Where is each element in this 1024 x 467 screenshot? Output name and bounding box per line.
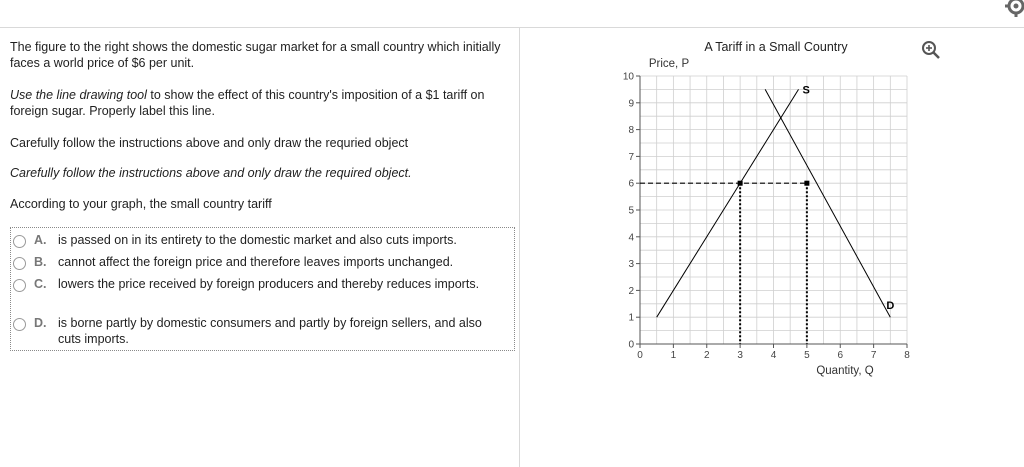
choice-letter: A.	[34, 233, 47, 247]
y-tick-label: 2	[628, 285, 634, 297]
x-axis-label: Quantity, Q	[816, 365, 874, 377]
point-marker	[738, 181, 743, 186]
y-tick-label: 7	[628, 151, 634, 163]
y-tick-label: 9	[628, 98, 634, 110]
answer-choices	[10, 227, 515, 351]
x-tick-label: 6	[837, 350, 844, 361]
demand-label: D	[886, 300, 895, 313]
radio-button[interactable]	[13, 257, 26, 270]
y-tick-label: 8	[628, 125, 634, 137]
line-tool-link[interactable]: Use the line drawing tool	[10, 88, 147, 102]
radio-button[interactable]	[13, 318, 26, 331]
note-misspelled: Carefully follow the instructions above and only draw the requried object	[10, 136, 409, 150]
choice-letter: C.	[34, 277, 47, 291]
question-prompt: According to your graph, the small country tariff	[10, 197, 272, 211]
x-tick-label: 0	[637, 350, 643, 361]
gear-icon[interactable]	[1004, 0, 1024, 18]
choice-c[interactable]	[11, 277, 508, 293]
tariff-chart[interactable]	[600, 30, 920, 390]
y-tick-label: 10	[622, 71, 634, 83]
point-marker	[804, 181, 809, 186]
demand-curve	[765, 89, 890, 317]
choice-b[interactable]	[11, 255, 508, 271]
choice-text: is borne partly by domestic consumers and partly by foreign sellers, and also cuts imports.	[58, 316, 482, 346]
x-tick-label: 8	[904, 350, 910, 361]
y-tick-label: 5	[628, 205, 634, 217]
y-tick-label: 3	[628, 259, 634, 271]
instruction-text: to show the effect of this country's imposition of a $1 tariff on foreign sugar. Properly label this line.	[10, 88, 485, 118]
x-tick-label: 4	[770, 350, 777, 361]
choice-letter: B.	[34, 255, 47, 269]
radio-button[interactable]	[13, 279, 26, 292]
top-separator	[0, 27, 1024, 28]
y-tick-label: 0	[628, 339, 634, 351]
zoom-in-icon[interactable]	[921, 40, 941, 60]
choice-text: cannot affect the foreign price and therefore leaves imports unchanged.	[58, 255, 454, 269]
y-tick-label: 4	[628, 232, 634, 244]
y-tick-label: 1	[628, 312, 634, 324]
supply-label: S	[802, 84, 810, 97]
choice-text: lowers the price received by foreign producers and thereby reduces imports.	[58, 277, 480, 291]
choice-letter: D.	[34, 316, 47, 330]
choice-a[interactable]	[11, 233, 508, 249]
y-axis-label: Price, P	[648, 58, 690, 70]
panel-divider	[519, 28, 520, 467]
radio-button[interactable]	[13, 235, 26, 248]
choice-d[interactable]	[11, 316, 508, 347]
x-tick-label: 1	[670, 350, 677, 361]
note-italic: Carefully follow the instructions above and only draw the required object.	[10, 166, 412, 180]
x-tick-label: 3	[737, 350, 743, 361]
y-tick-label: 6	[628, 178, 634, 190]
supply-curve	[657, 89, 799, 317]
x-tick-label: 2	[703, 350, 710, 361]
chart-title: A Tariff in a Small Country	[704, 40, 848, 54]
choice-text: is passed on in its entirety to the domestic market and also cuts imports.	[58, 233, 457, 247]
question-instruction	[10, 88, 515, 119]
x-tick-label: 7	[870, 350, 877, 361]
x-tick-label: 5	[804, 350, 810, 361]
question-intro: The figure to the right shows the domestic sugar market for a small country which initially faces a world price of $6 per unit.	[10, 40, 501, 70]
